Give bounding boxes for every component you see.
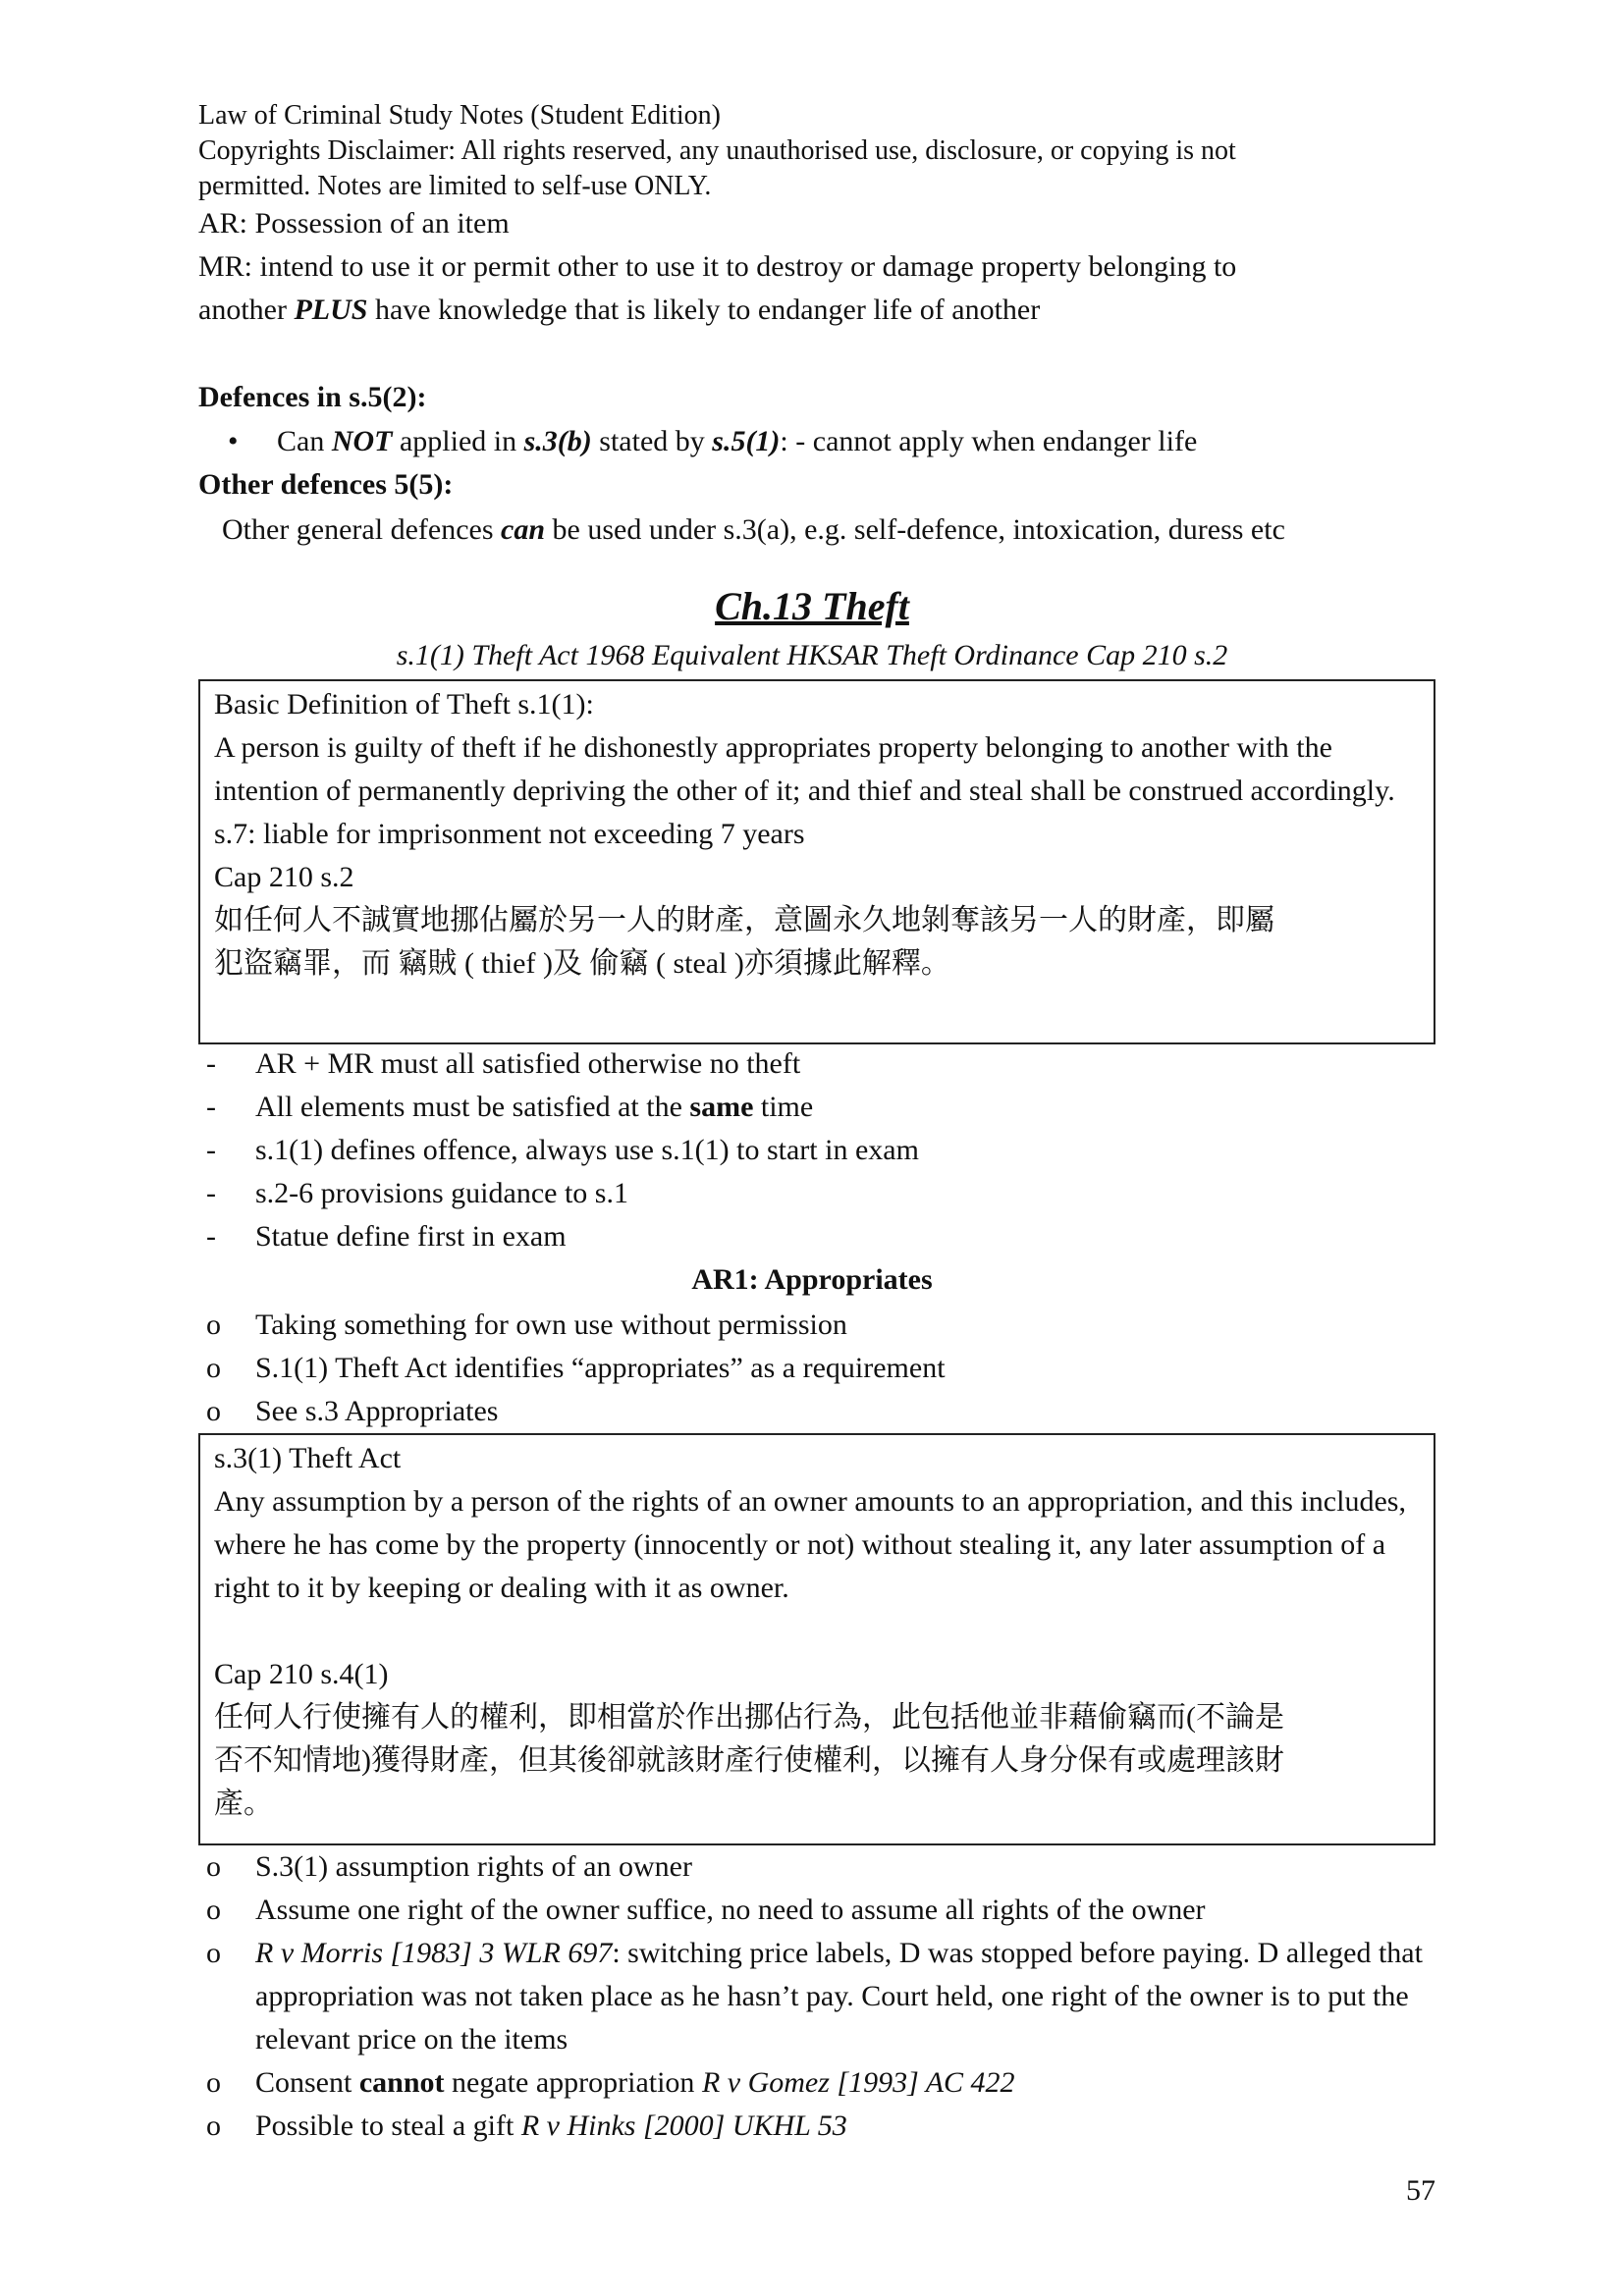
appropriation-text: Any assumption by a person of the rights of an owner amounts to an appropriation, and this includes, where he has come by the property (innocently or not) without stealing it, any later assumption of a right to it by keeping or dealing with it as owner.	[214, 1485, 1406, 1604]
chapter-title: Ch.13 Theft	[715, 584, 909, 628]
list-item: - Statue define first in exam	[206, 1220, 567, 1253]
header-disclaimer-line2: permitted. Notes are limited to self-use ONLY.	[198, 171, 712, 201]
list-item: o See s.3 Appropriates	[206, 1395, 499, 1427]
actus-reus-line: AR: Possession of an item	[198, 207, 510, 240]
definition-box	[198, 679, 1435, 1044]
chinese-definition-line1: 如任何人不誠實地挪佔屬於另一人的財產，意圖永久地剝奪該另一人的財產，即屬	[214, 904, 1274, 936]
appropriation-box-heading: s.3(1) Theft Act	[214, 1442, 402, 1474]
page-number: 57	[1406, 2174, 1435, 2207]
defences-heading: Defences in s.5(2):	[198, 381, 427, 413]
sentence-note: s.7: liable for imprisonment not exceeding 7 years	[214, 818, 805, 850]
chapter-title-wrap	[0, 579, 1624, 634]
list-item: o Possible to steal a gift R v Hinks [2000] UKHL 53	[206, 2109, 847, 2142]
list-item: - AR + MR must all satisfied otherwise no theft	[206, 1047, 801, 1080]
list-item: o R v Morris [1983] 3 WLR 697: switching price labels, D was stopped before paying. D alleged that appropriation was not taken place as he hasn’t pay. Court held, one right of the owner is to put the relevant price on the items	[206, 1937, 1423, 2056]
dash-list	[198, 1042, 1435, 1258]
appropriation-box	[198, 1433, 1435, 1845]
mens-rea-line2: another PLUS have knowledge that is likely to endanger life of another	[198, 294, 1041, 326]
ar1-heading: AR1: Appropriates	[691, 1263, 933, 1296]
other-defences-heading: Other defences 5(5):	[198, 468, 454, 501]
plus-emphasis: PLUS	[294, 294, 368, 326]
case-citation: R v Hinks [2000] UKHL 53	[520, 2109, 847, 2142]
list-item: - s.2-6 provisions guidance to s.1	[206, 1177, 628, 1209]
chinese-definition-line2: 犯盜竊罪，而 竊賊 ( thief )及 偷竊 ( steal )亦須據此解釋。	[214, 947, 950, 980]
definition-box-heading: Basic Definition of Theft s.1(1):	[214, 688, 594, 721]
mens-rea-line1: MR: intend to use it or permit other to use it to destroy or damage property belonging to	[198, 250, 1237, 283]
list-item: - All elements must be satisfied at the same time	[206, 1091, 814, 1123]
cap-reference: Cap 210 s.2	[214, 861, 354, 893]
list-item: • Can NOT applied in s.3(b) stated by s.5(1): - cannot apply when endanger life	[198, 420, 1435, 463]
other-defences-text: Other general defences can be used under s.3(a), e.g. self-defence, intoxication, duress etc	[222, 513, 1285, 546]
chinese-appropriation-line2: 否不知情地)獲得財產，但其後卻就該財產行使權利，以擁有人身分保有或處理該財	[214, 1744, 1284, 1777]
cap-reference: Cap 210 s.4(1)	[214, 1658, 389, 1690]
list-item: o Assume one right of the owner suffice, no need to assume all rights of the owner	[206, 1894, 1206, 1926]
chinese-appropriation-line3: 產。	[214, 1788, 273, 1820]
list-item: o Consent cannot negate appropriation R v Gomez [1993] AC 422	[206, 2066, 1015, 2099]
definition-text: A person is guilty of theft if he dishonestly appropriates property belonging to another with the intention of permanently depriving the other of it; and thief and steal shall be construed accordingly.	[214, 731, 1395, 807]
chinese-appropriation-line1: 任何人行使擁有人的權利，即相當於作出挪佔行為，此包括他並非藉偷竊而(不論是	[214, 1701, 1284, 1734]
list-item: o S.3(1) assumption rights of an owner	[206, 1850, 692, 1883]
case-citation: R v Gomez [1993] AC 422	[701, 2066, 1015, 2099]
bullet-marker: •	[228, 425, 239, 457]
list-item: o S.1(1) Theft Act identifies “appropriates” as a requirement	[206, 1352, 946, 1384]
case-citation: R v Morris [1983] 3 WLR 697	[255, 1937, 613, 1969]
header-disclaimer-line1: Copyrights Disclaimer: All rights reserved, any unauthorised use, disclosure, or copying is not	[198, 135, 1236, 166]
ar1-list	[198, 1304, 1435, 1433]
appropriation-notes-list	[198, 1845, 1435, 2148]
defences-list	[198, 420, 1435, 463]
list-item: o Taking something for own use without permission	[206, 1308, 847, 1341]
chapter-subtitle: s.1(1) Theft Act 1968 Equivalent HKSAR Theft Ordinance Cap 210 s.2	[396, 639, 1228, 671]
list-item: - s.1(1) defines offence, always use s.1(1) to start in exam	[206, 1134, 919, 1166]
header-title: Law of Criminal Study Notes (Student Edition)	[198, 100, 721, 131]
